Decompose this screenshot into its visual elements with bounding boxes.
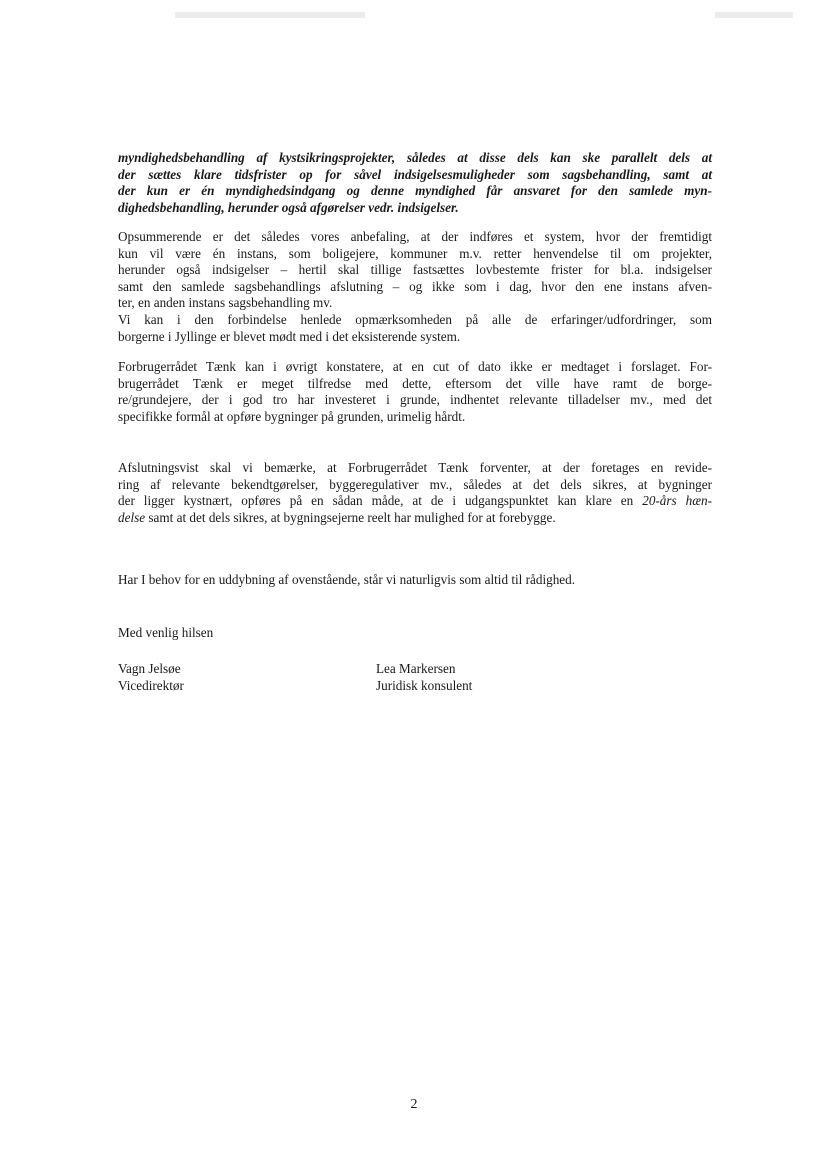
- header-mark-left: [175, 12, 365, 18]
- text-segment: samt at det dels sikres, at bygningsejerne reelt har mulighed for at forebygge.: [145, 509, 556, 525]
- text-line: ter, en anden instans sagsbehandling mv.: [118, 295, 333, 311]
- text-line: samt den samlede sagsbehandlings afslutning – og ikke som i dag, hvor den ene instans afven-: [118, 278, 712, 294]
- text-line: ring af relevante bekendtgørelser, byggeregulativer mv., således at det dels sikres, at bygninger: [118, 476, 712, 492]
- text-line: [118, 493, 712, 510]
- paragraph-4: [118, 460, 712, 526]
- text-line: Forbrugerrådet Tænk kan i øvrigt konstatere, at en cut of dato ikke er medtaget i forslaget. For-: [118, 359, 712, 374]
- text-line: dighedsbehandling, herunder også afgørelser vedr. indsigelser.: [118, 199, 459, 215]
- page-number: 2: [410, 1097, 418, 1112]
- text-line: Vi kan i den forbindelse henlede opmærksomheden på alle de erfaringer/udfordringer, som: [118, 311, 712, 327]
- text-line: borgerne i Jyllinge er blevet mødt med i det eksisterende system.: [118, 328, 461, 344]
- text-line: der sættes klare tidsfrister op for såvel indsigelsesmuligheder som sagsbehandling, samt at: [118, 166, 712, 182]
- paragraph-1: [118, 150, 712, 216]
- text-line: Opsummerende er det således vores anbefaling, at der indføres et system, hvor der fremtidigt: [118, 229, 712, 244]
- paragraph-2: [118, 229, 712, 345]
- text-line: [118, 510, 712, 527]
- text-line: Afslutningsvist skal vi bemærke, at Forbrugerrådet Tænk forventer, at der foretages en revide-: [118, 460, 712, 475]
- text-segment: der ligger kystnært, opføres på en sådan måde, at de i udgangspunktet kan klare en: [118, 493, 643, 509]
- signature-block-1: [118, 660, 184, 694]
- text-line: specifikke formål at opføre bygninger på grunden, urimelig hårdt.: [118, 408, 466, 424]
- closing-greeting: [118, 625, 712, 642]
- paragraph-5: [118, 572, 712, 589]
- signature-block-2: [376, 660, 472, 694]
- paragraph-3: [118, 359, 712, 425]
- text-line: kun vil være én instans, som boligejere, kommuner m.v. retter henvendelse til om projekter,: [118, 245, 712, 261]
- text-line: herunder også indsigelser – hertil skal tillige fastsættes lovbestemte frister for bl.a. indsigelser: [118, 262, 712, 278]
- emphasis-text: 20-års hæn-: [642, 493, 713, 509]
- text-line: der kun er én myndighedsindgang og denne myndighed får ansvaret for den samlede myn-: [118, 183, 712, 199]
- text-line: re/grundejere, der i god tro har investeret i grunde, indhentet relevante tilladelser mv., med det: [118, 392, 712, 408]
- text-line: Har I behov for en uddybning af ovenstående, står vi naturligvis som altid til rådighed.: [118, 572, 576, 587]
- signatory-title: Juridisk konsulent: [376, 678, 473, 693]
- signatory-title: Vicedirektør: [118, 678, 184, 693]
- emphasis-text: delse: [118, 509, 146, 525]
- text-line: myndighedsbehandling af kystsikringsprojekter, således at disse dels kan ske parallelt dels at: [118, 150, 712, 165]
- text-line: brugerrådet Tænk er meget tilfredse med dette, eftersom det ville have ramt de borge-: [118, 375, 712, 391]
- header-mark-right: [715, 12, 793, 18]
- text-line: Med venlig hilsen: [118, 625, 214, 640]
- signatory-name: Vagn Jelsøe: [118, 661, 181, 676]
- signatory-name: Lea Markersen: [376, 661, 456, 676]
